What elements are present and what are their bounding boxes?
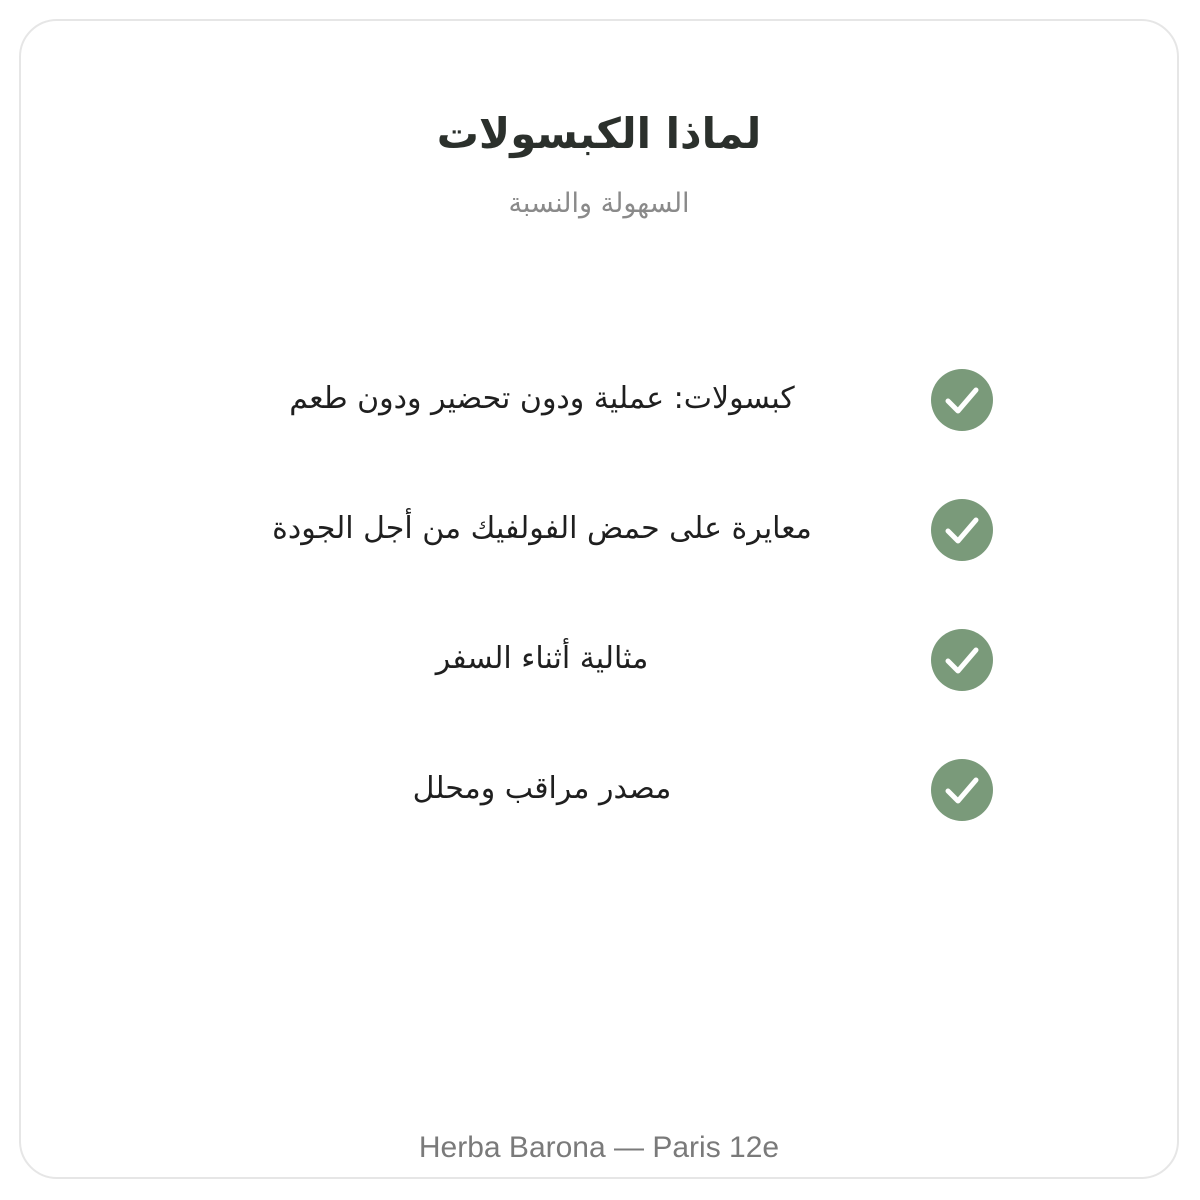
- feature-label: كبسولات: عملية ودون تحضير ودون طعم: [289, 381, 795, 416]
- check-icon: [931, 369, 993, 431]
- feature-item: [21, 629, 1181, 693]
- page-subtitle: السهولة والنسبة: [508, 188, 690, 219]
- check-icon: [931, 629, 993, 691]
- feature-label: معايرة على حمض الفولفيك من أجل الجودة: [272, 511, 812, 546]
- page-title: لماذا الكبسولات: [436, 109, 762, 158]
- check-icon: [931, 759, 993, 821]
- feature-item: [21, 499, 1181, 563]
- feature-item: [21, 759, 1181, 823]
- feature-item: [21, 369, 1181, 433]
- feature-label: مثالية أثناء السفر: [435, 641, 649, 676]
- check-icon: [931, 499, 993, 561]
- info-card: [19, 19, 1179, 1179]
- footer-text: Herba Barona — Paris 12e: [418, 1131, 780, 1164]
- feature-label: مصدر مراقب ومحلل: [412, 771, 672, 806]
